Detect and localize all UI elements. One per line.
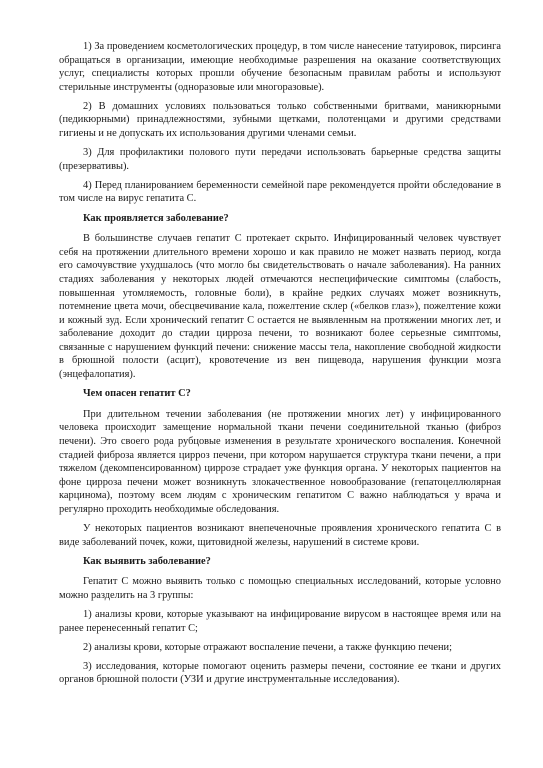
heading-symptoms: Как проявляется заболевание? bbox=[83, 212, 229, 224]
diagnosis-item-2: 2) анализы крови, которые отражают воспаление печени, а также функцию печени; bbox=[83, 641, 452, 653]
heading-diagnosis: Как выявить заболевание? bbox=[83, 555, 211, 567]
danger-paragraph-2: У некоторых пациентов возникают внепеченочные проявления хронического гепатита С в виде заболеваний почек, кожи, щитовидной железы, нарушений в системе крови. bbox=[59, 523, 501, 548]
document-content bbox=[59, 40, 501, 692]
diagnosis-item-3: 3) исследования, которые помогают оценить размеры печени, состояние ее ткани и других органов брюшной полости (УЗИ и другие инструментальные исследования). bbox=[59, 660, 501, 686]
prevention-item-3: 3) Для профилактики полового пути передачи использовать барьерные средства защиты (презервативы). bbox=[59, 147, 501, 172]
danger-paragraph-1: При длительном течении заболевания (не протяжении многих лет) у инфицированного человека происходит замещение нормальной ткани печени соединительной тканью (фиброз печени). Это своего рода рубцовые изменения в результате хронического воспаления. Конечной стадией фиброза является цирроз печени, при котором нарушается структура ткани печени, а при тяжелом (декомпенсированном) циррозе страдает уже функция органа. У некоторых пациентов на фоне цирроза печени может возникнуть злокачественное новообразование (гепатоцеллюлярная карцинома), поэтому всем людям с хроническим гепатитом С важно наблюдаться у врача и регулярно проходить необходимые обследования. bbox=[59, 408, 501, 515]
prevention-item-2: 2) В домашних условиях пользоваться только собственными бритвами, маникюрными (педикюрными) принадлежностями, зубными щетками, полотенцами и другими средствами гигиены и не допускать их использования другими членами семьи. bbox=[59, 100, 501, 140]
prevention-item-4: 4) Перед планированием беременности семейной паре рекомендуется пройти обследование в том числе на вирус гепатита С. bbox=[59, 179, 501, 205]
symptoms-paragraph: В большинстве случаев гепатит С протекает скрыто. Инфицированный человек чувствует себя на протяжении длительного времени хорошо и как правило не может назвать период, когда его самочувствие ухудшалось (что могло бы свидетельствовать о начале заболевания). На ранних стадиях заболевания у некоторых людей отмечаются неспецифические симптомы (слабость, повышенная утомляемость, головные боли), в крайне редких случаях может возникнуть, потемнение цвета мочи, обесцвечивание кала, пожелтение склер («белков глаз»), пожелтение кожи и кожный зуд. Если хронический гепатит С остается не выявленным на протяжении многих лет, и заболевание доходит до стадии цирроза печени, то возникают более серьезные симптомы, связанные с нарушением функций печени: снижение массы тела, накопление свободной жидкости в брюшной полости (асцит), кровотечение из вен пищевода, нарушения функции мозга (энцефалопатия). bbox=[59, 233, 501, 381]
diagnosis-intro: Гепатит С можно выявить только с помощью специальных исследований, которые условно можно разделить на 3 группы: bbox=[59, 576, 501, 601]
prevention-item-1: 1) За проведением косметологических процедур, в том числе нанесение татуировок, пирсинга обращаться в организации, имеющие необходимые разрешения на оказание соответствующих услуг, специалисты которых прошли обучение безопасным правилам работы и используют стерильные инструменты (одноразовые или многоразовые). bbox=[59, 41, 501, 93]
diagnosis-item-1: 1) анализы крови, которые указывают на инфицирование вирусом в настоящее время или на ранее перенесенный гепатит С; bbox=[59, 608, 501, 634]
heading-danger: Чем опасен гепатит С? bbox=[83, 388, 191, 400]
